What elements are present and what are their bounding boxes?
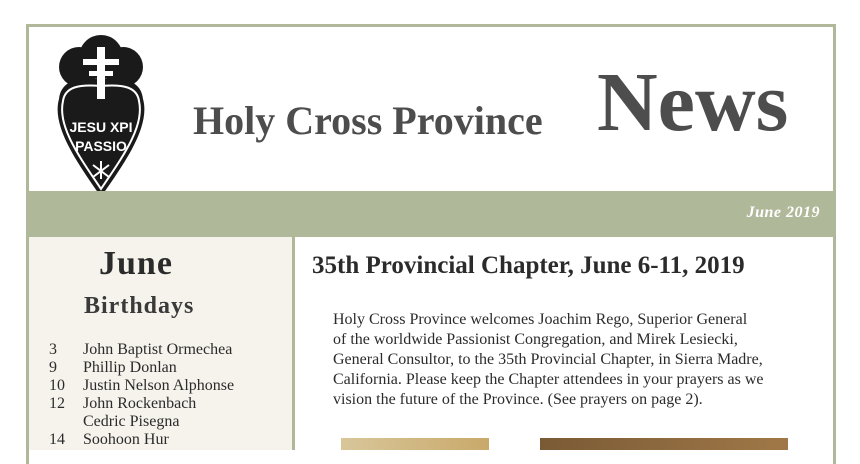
sidebar-heading: Birthdays [84, 293, 195, 319]
birthday-name: John Baptist Ormechea [83, 341, 233, 358]
birthday-day [49, 413, 83, 431]
article-line: Holy Cross Province welcomes Joachim Rego, Superior General [333, 311, 748, 328]
birthday-day: 3 [49, 341, 57, 358]
sidebar-month: June [99, 245, 173, 282]
birthday-item [49, 395, 234, 413]
birthday-name: Phillip Donlan [83, 359, 177, 376]
birthday-item [49, 431, 234, 449]
column-divider [292, 237, 295, 450]
article-headline: 35th Provincial Chapter, June 6-11, 2019 [312, 252, 745, 279]
birthday-item [49, 341, 234, 359]
masthead [29, 27, 833, 191]
article-body [333, 310, 833, 410]
birthday-item [49, 413, 234, 431]
article-line: California. Please keep the Chapter attendees in your prayers as we [333, 371, 764, 388]
date-band [26, 191, 836, 237]
birthday-day: 9 [49, 359, 57, 376]
article-line: General Consultor, to the 35th Provincial Chapter, in Sierra Madre, [333, 351, 763, 368]
birthday-name: Soohoon Hur [83, 431, 169, 448]
province-name: Holy Cross Province [193, 98, 543, 143]
birthday-sidebar [29, 237, 292, 450]
birthday-day: 14 [49, 431, 65, 448]
birthday-name: Justin Nelson Alphonse [83, 377, 235, 394]
article-line: vision the future of the Province. (See prayers on page 2). [333, 391, 703, 408]
emblem-text-line2: PASSIO [75, 138, 127, 154]
birthday-day: 10 [49, 377, 65, 394]
birthday-item [49, 377, 234, 395]
newsletter-title: News [597, 56, 789, 149]
article-photo-right [540, 438, 788, 450]
birthday-list [49, 341, 234, 449]
emblem-text-line1: JESU XPI [69, 119, 133, 135]
birthday-item [49, 359, 234, 377]
passionist-emblem-icon [49, 35, 153, 201]
birthday-name: Cedric Pisegna [83, 413, 180, 430]
article-line: of the worldwide Passionist Congregation, and Mirek Lesiecki, [333, 331, 738, 348]
birthday-day: 12 [49, 395, 65, 412]
issue-date: June 2019 [746, 204, 820, 221]
article-photo-left [341, 438, 489, 450]
birthday-name: John Rockenbach [83, 395, 197, 412]
